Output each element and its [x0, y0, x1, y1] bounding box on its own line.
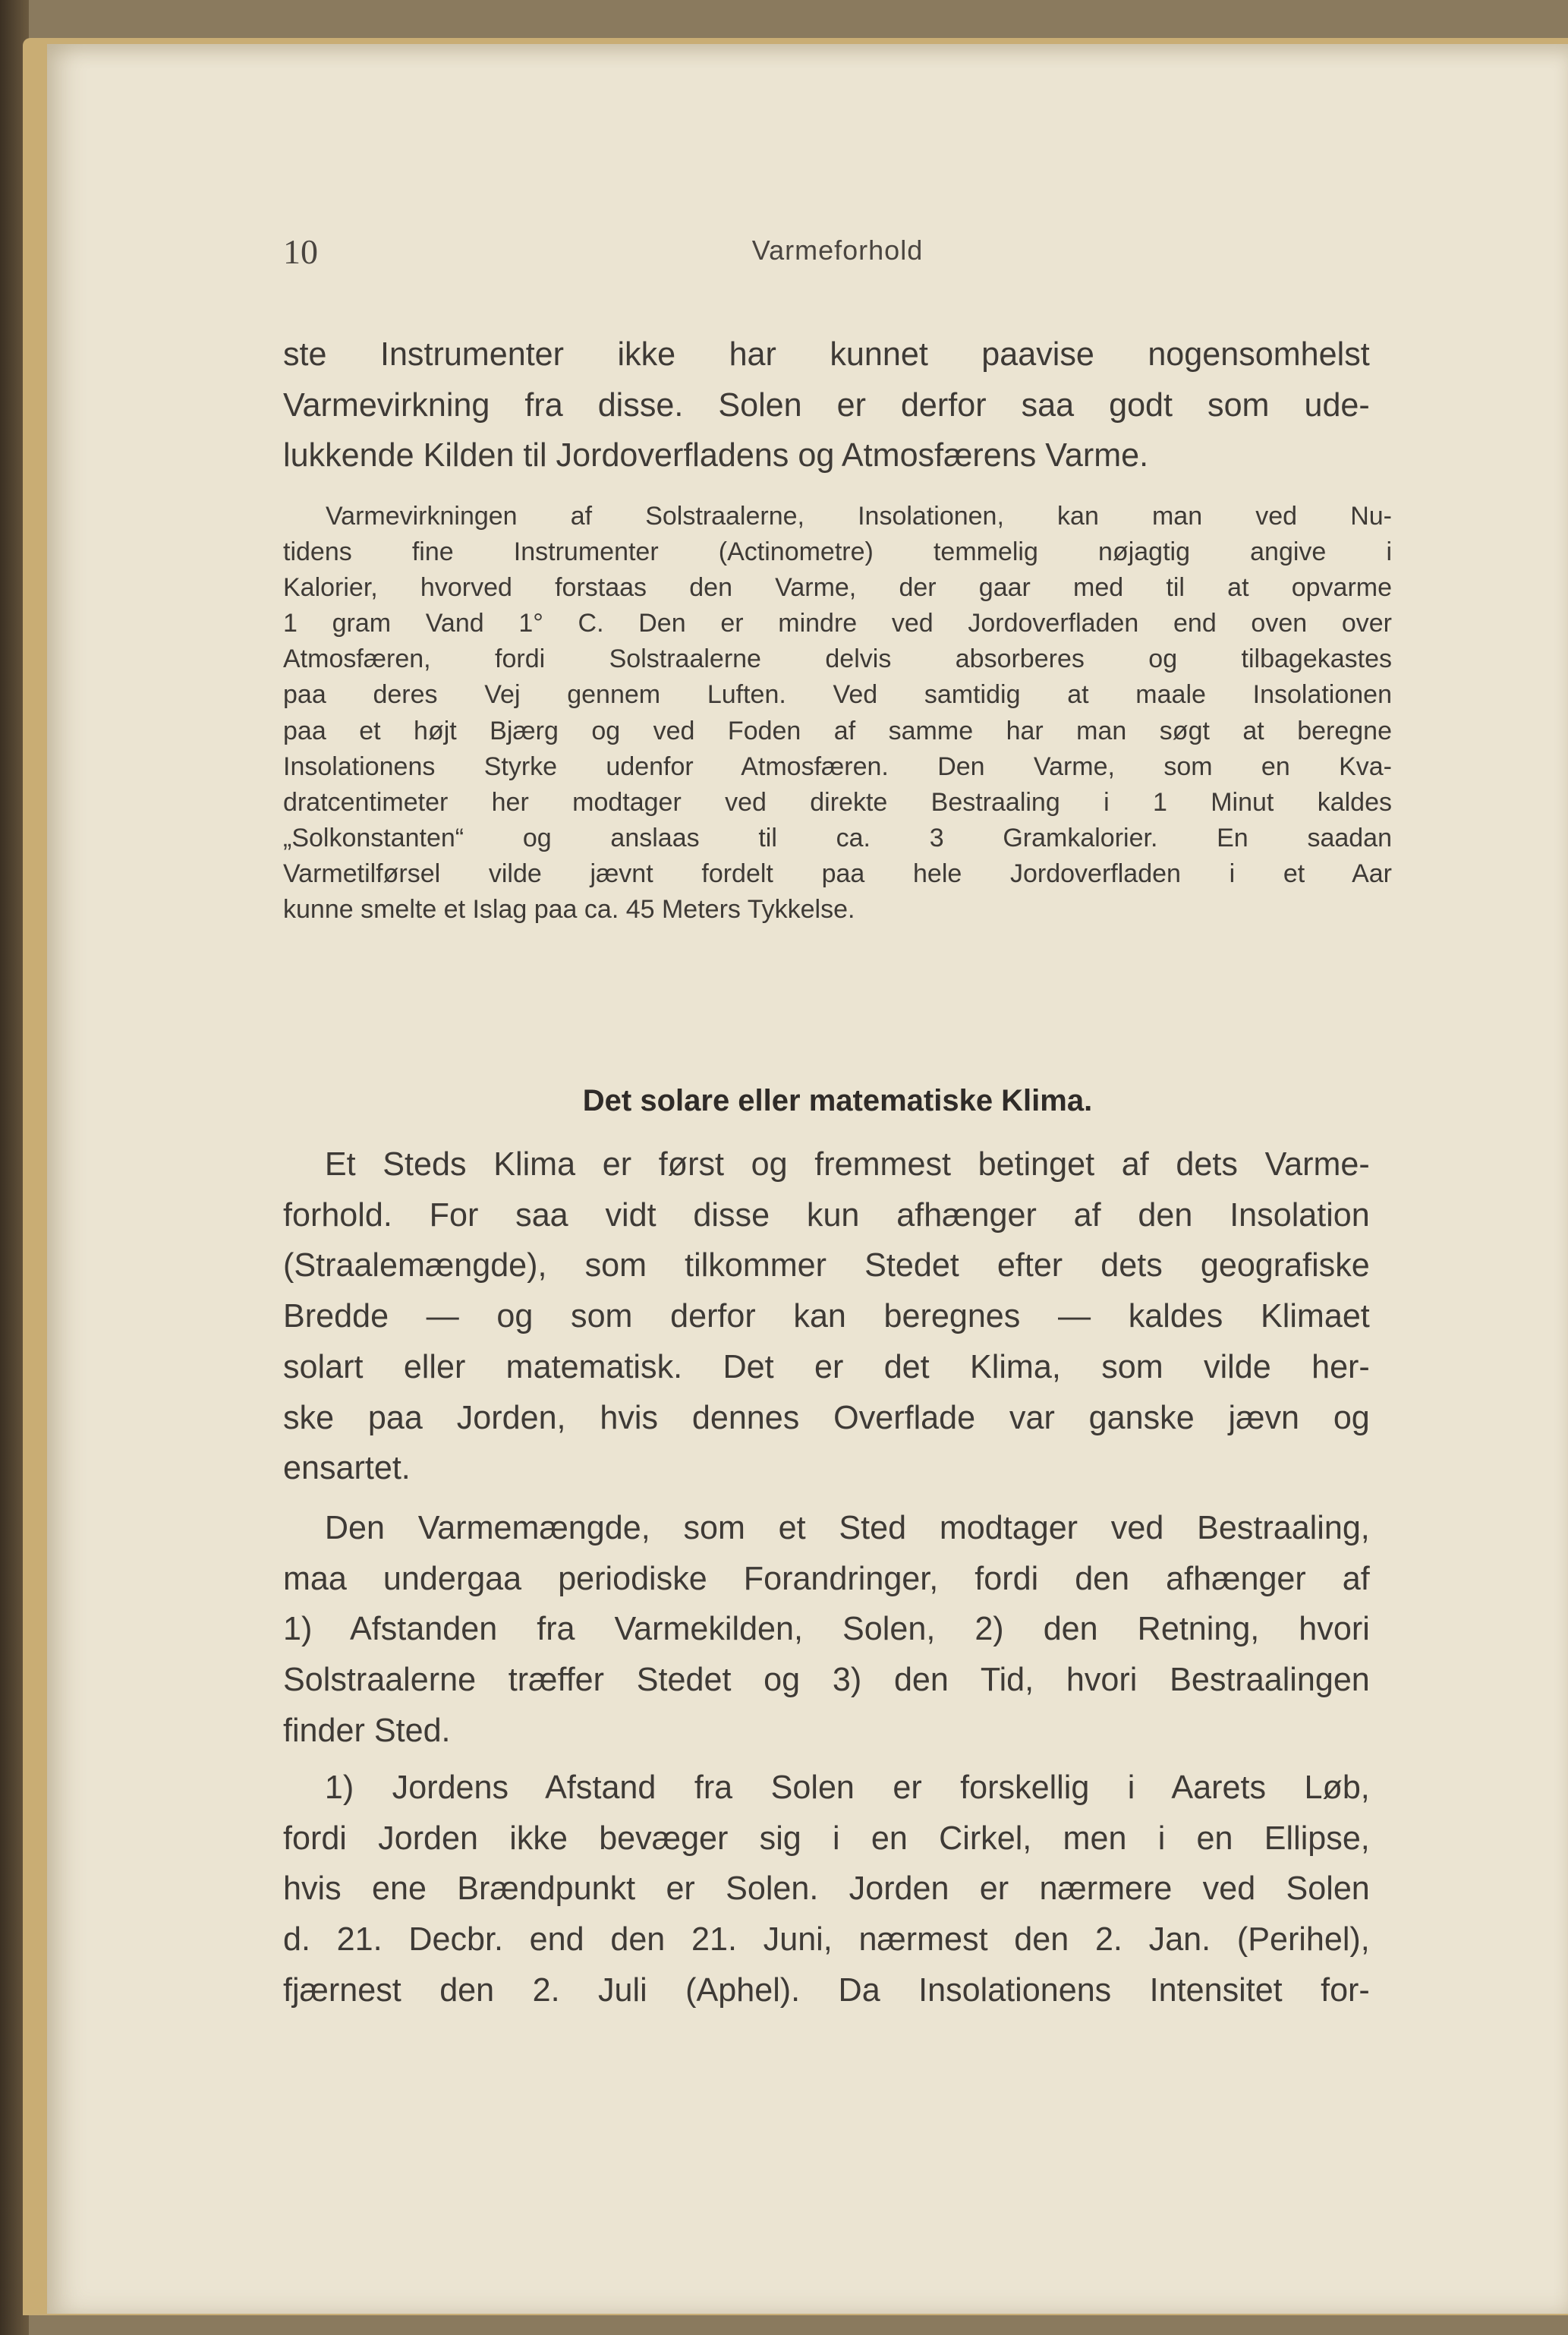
paragraph-2	[283, 1139, 1370, 1494]
section-heading: Det solare eller matematiske Klima.	[582, 1084, 1093, 1117]
paragraph-small-print	[283, 499, 1392, 928]
text-line: ste Instrumenter ikke har kunnet paavise nogensomhelst	[283, 336, 1370, 373]
text-line: Varmetilførsel vilde jævnt fordelt paa hele Jordoverfladen i et Aar	[283, 859, 1392, 888]
paragraph-3	[283, 1503, 1370, 1757]
text-line: forhold. For saa vidt disse kun afhænger af den Insolation	[283, 1196, 1370, 1234]
text-line: ske paa Jorden, hvis dennes Overflade var ganske jævn og	[283, 1398, 1370, 1436]
text-line: 1) Jordens Afstand fra Solen er forskellig i Aarets Løb,	[324, 1769, 1370, 1806]
text-line: d. 21. Decbr. end den 21. Juni, nærmest den 2. Jan. (Perihel),	[283, 1921, 1370, 1958]
text-line: 1 gram Vand 1° C. Den er mindre ved Jordoverfladen end oven over	[283, 609, 1392, 638]
paragraph-4	[283, 1763, 1370, 2016]
text-line: (Straalemængde), som tilkommer Stedet efter dets geografiske	[283, 1246, 1370, 1284]
text-line: paa deres Vej gennem Luften. Ved samtidig at maale Insolationen	[283, 680, 1392, 710]
text-line: ensartet.	[283, 1449, 411, 1487]
text-line: kunne smelte et Islag paa ca. 45 Meters Tykkelse.	[283, 895, 855, 925]
text-line: Kalorier, hvorved forstaas den Varme, der gaar med til at opvarme	[283, 573, 1392, 603]
text-line: maa undergaa periodiske Forandringer, fordi den afhænger af	[283, 1559, 1370, 1597]
text-line: Atmosfæren, fordi Solstraalerne delvis absorberes og tilbagekastes	[283, 644, 1392, 674]
page-header	[283, 232, 1392, 274]
paragraph-1	[283, 329, 1370, 481]
text-line: lukkende Kilden til Jordoverfladens og Atmosfærens Varme.	[283, 436, 1149, 474]
text-line: fjærnest den 2. Juli (Aphel). Da Insolationens Intensitet for-	[283, 1971, 1370, 2009]
text-line: Bredde — og som derfor kan beregnes — kaldes Klimaet	[283, 1297, 1370, 1335]
page-number: 10	[283, 232, 318, 271]
text-line: paa et højt Bjærg og ved Foden af samme har man søgt at beregne	[283, 716, 1392, 745]
text-line: 1) Afstanden fra Varmekilden, Solen, 2) den Retning, hvori	[283, 1610, 1370, 1648]
text-line: Solstraalerne træffer Stedet og 3) den Tid, hvori Bestraalingen	[283, 1661, 1370, 1699]
text-line: Varmevirkningen af Solstraalerne, Insolationen, kan man ved Nu-	[326, 502, 1392, 531]
text-line: Et Steds Klima er først og fremmest betinget af dets Varme-	[324, 1145, 1370, 1183]
text-line: Den Varmemængde, som et Sted modtager ved Bestraaling,	[324, 1509, 1370, 1546]
text-line: „Solkonstanten“ og anslaas til ca. 3 Gramkalorier. En saadan	[283, 823, 1392, 852]
text-line: fordi Jorden ikke bevæger sig i en Cirkel, men i en Ellipse,	[283, 1819, 1370, 1857]
text-line: solart eller matematisk. Det er det Klima, som vilde her-	[283, 1347, 1370, 1385]
running-title: Varmeforhold	[751, 235, 924, 266]
text-line: tidens fine Instrumenter (Actinometre) temmelig nøjagtig angive i	[283, 537, 1392, 567]
text-line: hvis ene Brændpunkt er Solen. Jorden er nærmere ved Solen	[283, 1870, 1370, 1908]
text-line: dratcentimeter her modtager ved direkte Bestraaling i 1 Minut kaldes	[283, 787, 1392, 817]
text-line: Insolationens Styrke udenfor Atmosfæren. Den Varme, som en Kva-	[283, 752, 1392, 781]
text-line: finder Sted.	[283, 1711, 451, 1749]
text-line: Varmevirkning fra disse. Solen er derfor saa godt som ude-	[283, 386, 1370, 424]
